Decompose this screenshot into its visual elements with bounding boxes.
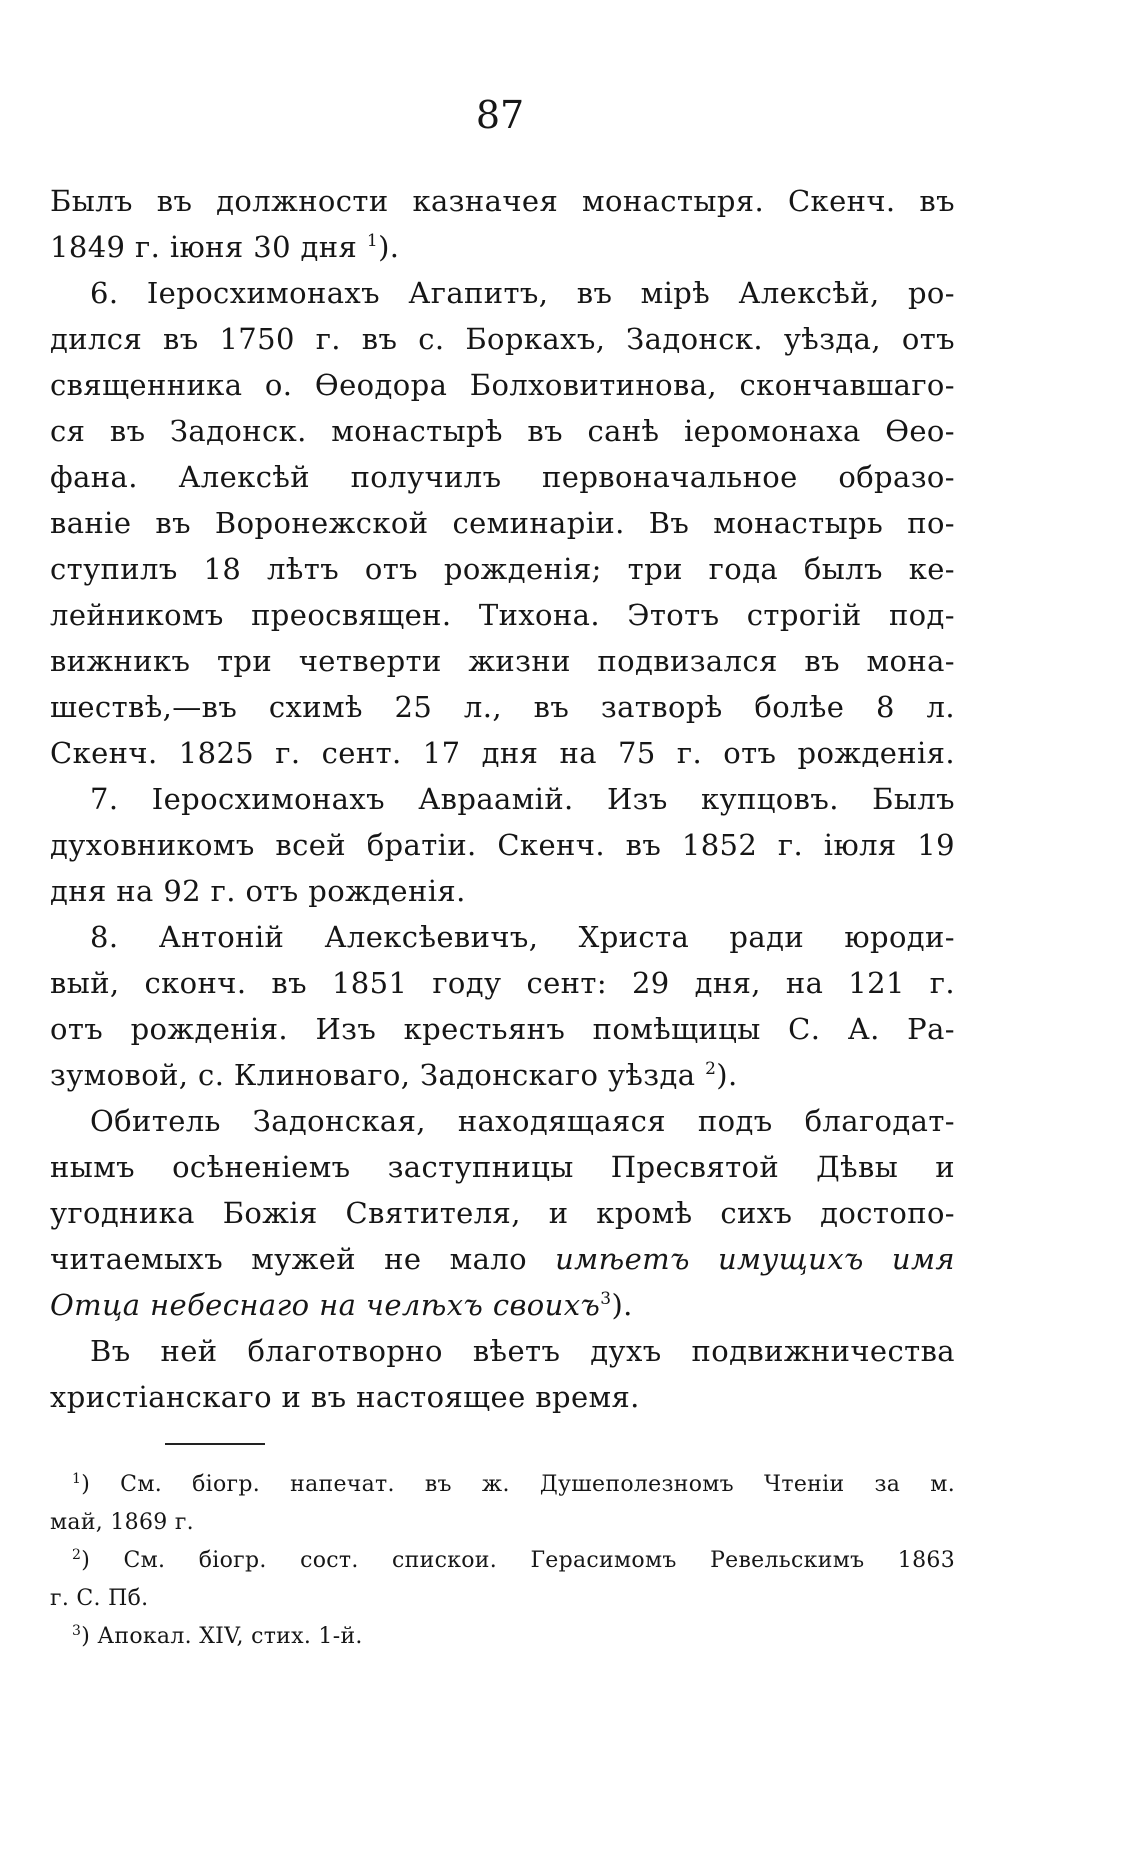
line-text: дился въ 1750 г. въ с. Боркахъ, Задонск. уѣзда, отъ [50, 322, 955, 356]
footnote-text: г. С. Пб. [50, 1586, 149, 1611]
footnote-line [50, 1466, 955, 1504]
footnote-line [50, 1542, 955, 1580]
line-text: ступилъ 18 лѣтъ отъ рожденія; три года былъ ке- [50, 552, 955, 586]
footnote-text: ) См. біогр. напечат. въ ж. Душеполезномъ Чтеніи за м. [81, 1472, 955, 1497]
line-text: лейникомъ преосвящен. Тихона. Этотъ строгій под- [50, 598, 955, 632]
body-text [50, 178, 955, 1420]
text-line [50, 730, 955, 776]
line-text: нымъ осѣненіемъ заступницы Пресвятой Дѣвы и [50, 1150, 955, 1184]
footnote-mark: 3 [72, 1623, 82, 1639]
text-line [50, 868, 955, 914]
line-text: 1849 г. іюня 30 дня [50, 230, 367, 264]
line-text: 8. Антоній Алексѣевичъ, Христа ради юроди- [90, 920, 955, 954]
line-text: ся въ Задонск. монастырѣ въ санѣ іеромонаха Ѳео- [50, 414, 955, 448]
line-text: читаемыхъ мужей не мало [50, 1242, 556, 1276]
text-line [50, 270, 955, 316]
text-line [50, 592, 955, 638]
page-number: 87 [475, 93, 525, 137]
line-text: шествѣ,—въ схимѣ 25 л., въ затворѣ болѣе 8 л. [50, 690, 955, 724]
footnote-text: ) См. біогр. сост. спискои. Герасимомъ Ревельскимъ 1863 [81, 1548, 955, 1573]
line-text: вый, сконч. въ 1851 году сент: 29 дня, на 121 г. [50, 966, 955, 1000]
text-line [50, 960, 955, 1006]
text-line [50, 454, 955, 500]
text-line [50, 316, 955, 362]
text-line [50, 822, 955, 868]
footnote-ref: 1 [366, 231, 379, 251]
line-text: дня на 92 г. отъ рожденія. [50, 874, 466, 908]
text-line [50, 914, 955, 960]
text-line [50, 1374, 955, 1420]
text-line [50, 684, 955, 730]
text-line [50, 1328, 955, 1374]
line-text: угодника Божія Святителя, и кромѣ сихъ достопо- [50, 1196, 955, 1230]
text-line [50, 776, 955, 822]
text-line [50, 408, 955, 454]
text-line [50, 1282, 955, 1328]
footnote-separator [165, 1443, 265, 1445]
line-text-after: ). [378, 230, 400, 264]
footnote-mark: 2 [72, 1547, 82, 1563]
footnote-line [50, 1618, 955, 1656]
line-text: Обитель Задонская, находящаяся подъ благодат- [90, 1104, 955, 1138]
text-line [50, 1052, 955, 1098]
line-text: отъ рожденія. Изъ крестьянъ помѣщицы С. А. Ра- [50, 1012, 955, 1046]
footnote-text: май, 1869 г. [50, 1510, 194, 1535]
line-text: вижникъ три четверти жизни подвизался въ мона- [50, 644, 955, 678]
italic-text: имѣетъ имущихъ имя [555, 1242, 955, 1276]
text-line [50, 362, 955, 408]
text-line [50, 500, 955, 546]
footnote-text: ) Апокал. XIV, стих. 1-й. [81, 1624, 363, 1649]
footnotes [50, 1466, 955, 1656]
footnote-line [50, 1504, 955, 1542]
line-text: Въ ней благотворно вѣетъ духъ подвижничества [90, 1334, 955, 1368]
line-text: священника о. Ѳеодора Болховитинова, скончавшаго- [50, 368, 955, 402]
line-text: Былъ въ должности казначея монастыря. Скенч. въ [50, 184, 955, 218]
text-line [50, 638, 955, 684]
line-text: 7. Іеросхимонахъ Авраамій. Изъ купцовъ. Былъ [90, 782, 955, 816]
line-text: ваніе въ Воронежской семинаріи. Въ монастырь по- [50, 506, 955, 540]
text-line [50, 224, 955, 270]
italic-text: Отца небеснаго на челѣхъ своихъ [50, 1288, 601, 1322]
line-text-after: ). [716, 1058, 738, 1092]
line-text: христіанскаго и въ настоящее время. [50, 1380, 640, 1414]
line-text: 6. Іеросхимонахъ Агапитъ, въ мірѣ Алексѣй, ро- [90, 276, 955, 310]
footnote-ref: 3 [600, 1289, 612, 1309]
text-line [50, 1190, 955, 1236]
text-line [50, 178, 955, 224]
line-text: духовникомъ всей братіи. Скенч. въ 1852 г. іюля 19 [50, 828, 955, 862]
footnote-ref: 2 [705, 1059, 717, 1079]
line-text-after: ). [611, 1288, 633, 1322]
footnote-mark: 1 [72, 1471, 82, 1487]
text-line [50, 1236, 955, 1282]
footnote-line [50, 1580, 955, 1618]
line-text: зумовой, с. Клиноваго, Задонскаго уѣзда [50, 1058, 706, 1092]
line-text: фана. Алексѣй получилъ первоначальное образо- [50, 460, 955, 494]
line-text: Скенч. 1825 г. сент. 17 дня на 75 г. отъ рожденія. [50, 736, 955, 770]
text-line [50, 1006, 955, 1052]
text-line [50, 546, 955, 592]
text-line [50, 1144, 955, 1190]
text-line [50, 1098, 955, 1144]
